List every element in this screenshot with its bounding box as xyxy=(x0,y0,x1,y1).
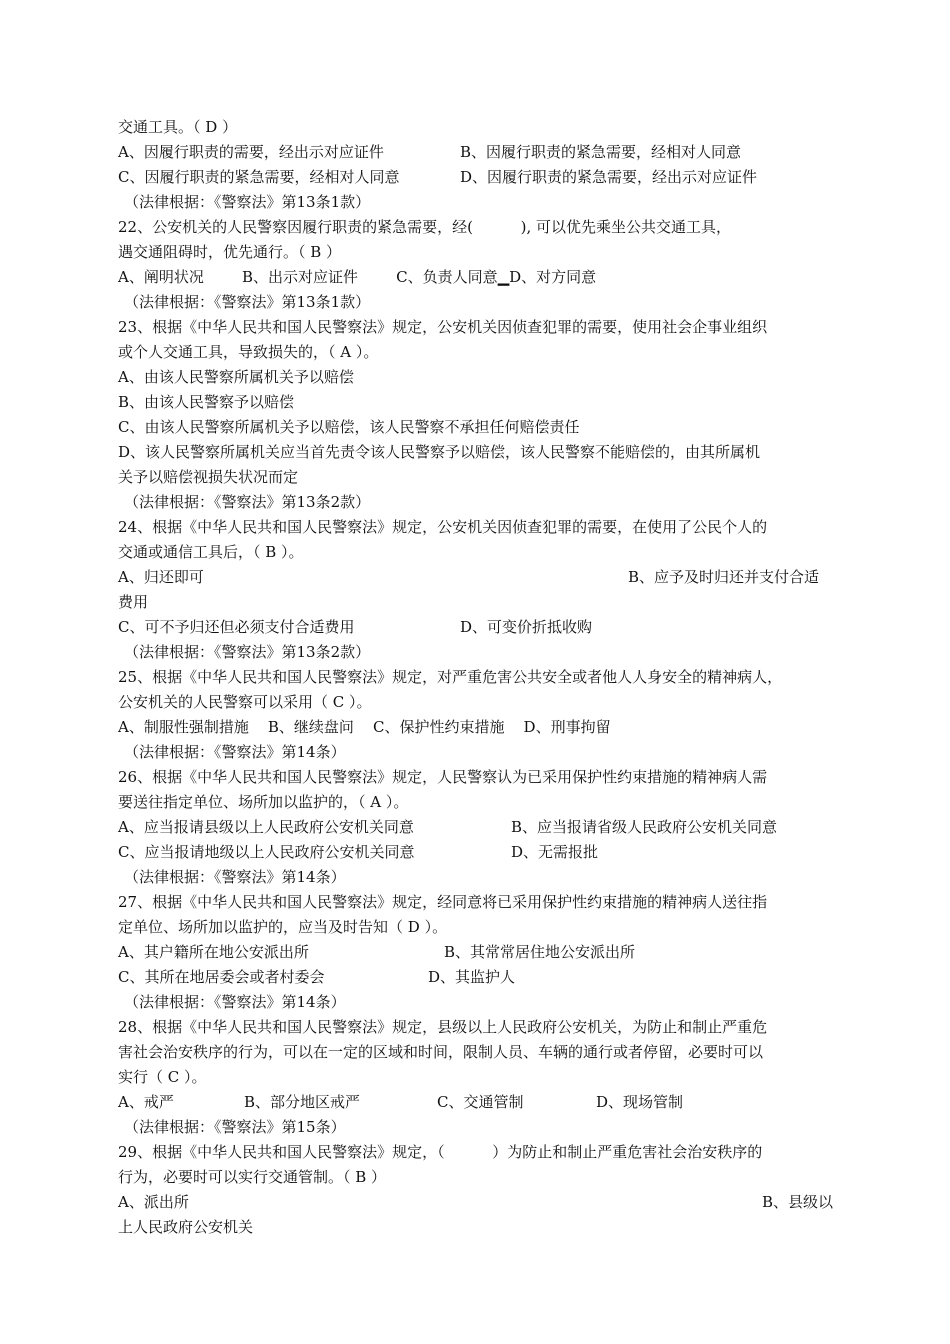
q28-option-c: C、交通管制 xyxy=(437,1093,524,1111)
q24-option-a: A、归还即可 xyxy=(118,568,204,586)
q21-option-a: A、因履行职责的需要，经出示对应证件 xyxy=(118,143,384,161)
q28-option-b: B、部分地区戒严 xyxy=(244,1093,361,1111)
q24-option-c: C、可不予归还但必须支付合适费用 xyxy=(118,618,355,636)
question-21-stem-end: 交通工具。（ D ） xyxy=(118,118,238,136)
q25-legal-basis: （法律根据：《警察法》第14条） xyxy=(124,743,346,761)
question-26-line-2: 要送往指定单位、场所加以监护的，（ A ）。 xyxy=(118,793,409,811)
q22-legal-basis: （法律根据：《警察法》第13条1款） xyxy=(124,293,371,311)
q27-option-c: C、其所在地居委会或者村委会 xyxy=(118,968,325,986)
question-29-line-2: 行为，必要时可以实行交通管制。（ B ） xyxy=(118,1168,387,1186)
question-25-line-1: 25、根据《中华人民共和国人民警察法》规定，对严重危害公共安全或者他人人身安全的精神病人， xyxy=(118,668,783,686)
question-27-line-1: 27、根据《中华人民共和国人民警察法》规定，经同意将已采用保护性约束措施的精神病人送往指 xyxy=(118,893,768,911)
question-23-line-2: 或个人交通工具，导致损失的，（ A ）。 xyxy=(118,343,379,361)
question-22-line-1: 22、公安机关的人民警察因履行职责的紧急需要，经( ), 可以优先乘坐公共交通工具， xyxy=(118,218,732,236)
q23-option-b: B、由该人民警察予以赔偿 xyxy=(118,393,295,411)
question-24-line-2: 交通或通信工具后，（ B ）。 xyxy=(118,543,304,561)
question-22-line-2: 遇交通阻碍时，优先通行。（ B ） xyxy=(118,243,342,261)
q26-legal-basis: （法律根据：《警察法》第14条） xyxy=(124,868,346,886)
q27-legal-basis: （法律根据：《警察法》第14条） xyxy=(124,993,346,1011)
q29-option-b: B、县级以 xyxy=(762,1193,834,1211)
q29-option-a: A、派出所 xyxy=(118,1193,189,1211)
q23-option-d-line-1: D、该人民警察所属机关应当首先责令该人民警察予以赔偿，该人民警察不能赔偿的，由其所属机 xyxy=(118,443,761,461)
q21-option-c: C、因履行职责的紧急需要，经相对人同意 xyxy=(118,168,400,186)
q28-option-a: A、戒严 xyxy=(118,1093,174,1111)
question-28-line-2: 害社会治安秩序的行为，可以在一定的区域和时间，限制人员、车辆的通行或者停留，必要时可以 xyxy=(118,1043,764,1061)
q27-option-b: B、其常常居住地公安派出所 xyxy=(444,943,636,961)
q24-option-b: B、应予及时归还并支付合适 xyxy=(628,568,820,586)
q29-option-b-continued: 上人民政府公安机关 xyxy=(118,1218,254,1236)
q25-options: A、制服性强制措施 B、继续盘问 C、保护性约束措施 D、刑事拘留 xyxy=(118,718,611,736)
q23-option-d-line-2: 关予以赔偿视损失状况而定 xyxy=(118,468,299,486)
q23-option-c: C、由该人民警察所属机关予以赔偿，该人民警察不承担任何赔偿责任 xyxy=(118,418,580,436)
question-25-line-2: 公安机关的人民警察可以采用（ C ）。 xyxy=(118,693,372,711)
q24-option-b-continued: 费用 xyxy=(118,593,149,611)
q26-option-b: B、应当报请省级人民政府公安机关同意 xyxy=(511,818,778,836)
q24-option-d: D、可变价折抵收购 xyxy=(460,618,593,636)
question-23-line-1: 23、根据《中华人民共和国人民警察法》规定，公安机关因侦查犯罪的需要，使用社会企事业组织 xyxy=(118,318,768,336)
q27-option-d: D、其监护人 xyxy=(428,968,516,986)
question-26-line-1: 26、根据《中华人民共和国人民警察法》规定，人民警察认为已采用保护性约束措施的精神病人需 xyxy=(118,768,768,786)
question-24-line-1: 24、根据《中华人民共和国人民警察法》规定，公安机关因侦查犯罪的需要，在使用了公民个人的 xyxy=(118,518,768,536)
question-28-line-3: 实行（ C ）。 xyxy=(118,1068,207,1086)
q26-option-d: D、无需报批 xyxy=(511,843,599,861)
q22-options: A、阐明状况 B、出示对应证件 C、负责人同意▁D、对方同意 xyxy=(118,268,597,286)
q21-option-d: D、因履行职责的紧急需要，经出示对应证件 xyxy=(460,168,758,186)
q23-legal-basis: （法律根据：《警察法》第13条2款） xyxy=(124,493,371,511)
q26-option-a: A、应当报请县级以上人民政府公安机关同意 xyxy=(118,818,414,836)
q24-legal-basis: （法律根据：《警察法》第13条2款） xyxy=(124,643,371,661)
q23-option-a: A、由该人民警察所属机关予以赔偿 xyxy=(118,368,354,386)
q21-legal-basis: （法律根据：《警察法》第13条1款） xyxy=(124,193,371,211)
question-27-line-2: 定单位、场所加以监护的，应当及时告知（ D ）。 xyxy=(118,918,448,936)
q26-option-c: C、应当报请地级以上人民政府公安机关同意 xyxy=(118,843,415,861)
q21-option-b: B、因履行职责的紧急需要，经相对人同意 xyxy=(460,143,742,161)
q28-legal-basis: （法律根据：《警察法》第15条） xyxy=(124,1118,346,1136)
q28-option-d: D、现场管制 xyxy=(596,1093,684,1111)
question-29-line-1: 29、根据《中华人民共和国人民警察法》规定，（ ）为防止和制止严重危害社会治安秩序的 xyxy=(118,1143,763,1161)
q27-option-a: A、其户籍所在地公安派出所 xyxy=(118,943,309,961)
question-28-line-1: 28、根据《中华人民共和国人民警察法》规定，县级以上人民政府公安机关，为防止和制止严重危 xyxy=(118,1018,768,1036)
